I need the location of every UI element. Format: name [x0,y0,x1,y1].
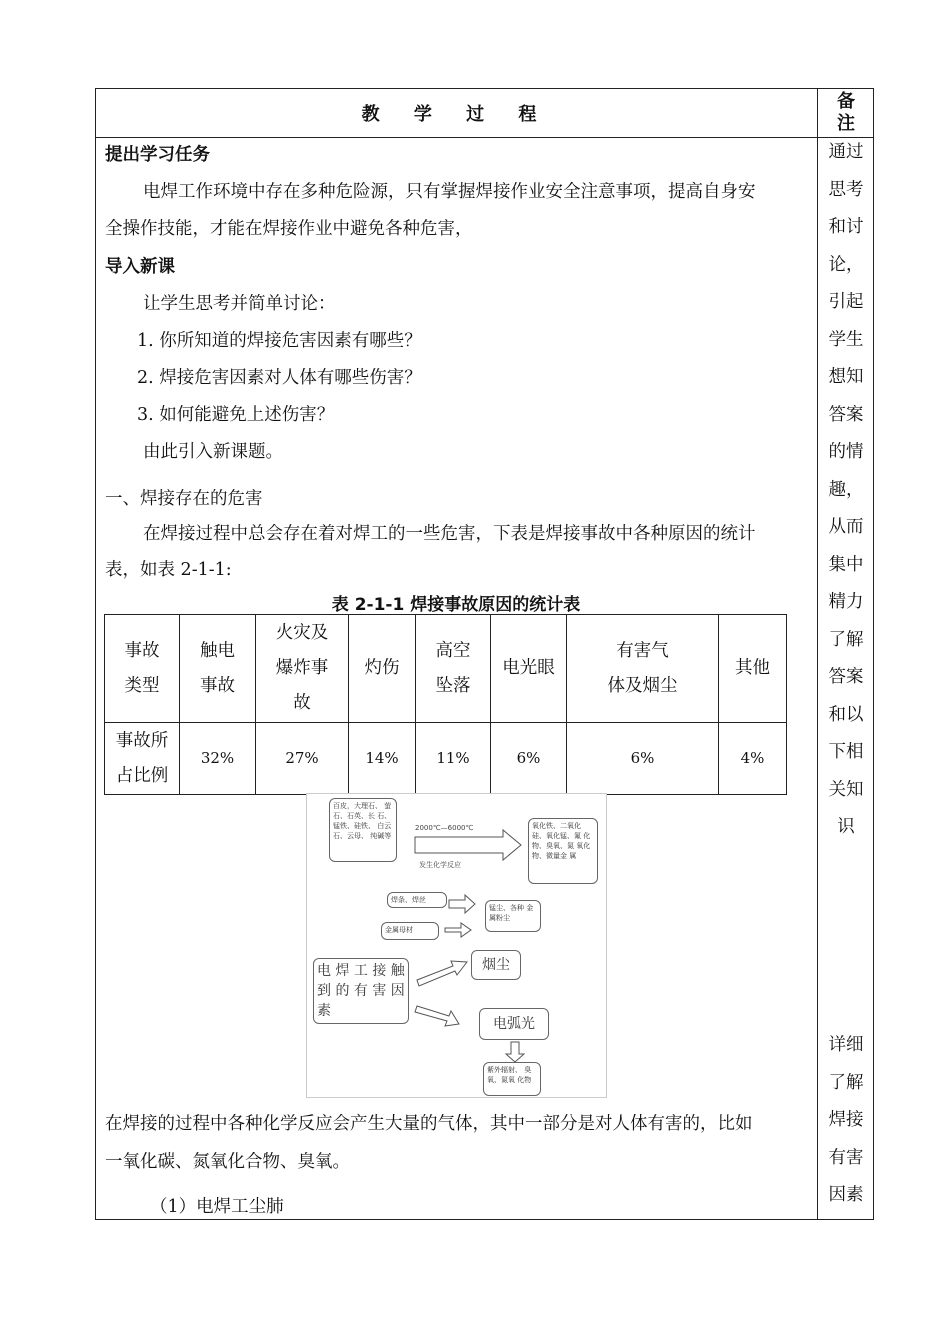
paragraph-1-line1: 电焊工作环境中存在多种危险源，只有掌握焊接作业安全注意事项，提高自身安 [143,182,756,202]
arrow-right-icon [445,923,471,937]
arrow-right-icon [415,830,521,860]
materials-box: 百皮，大理石、 萤石、石英、长 石、锰铁、硅铁、 白云石、云母、 纯碱等 [329,798,397,862]
header-cell: 火灾及 爆炸事 故 [256,615,349,723]
section-title-intro: 导入新课 [105,257,175,277]
source-box: 电 焊 工 接 触 到 的 有 害 因 素 [313,958,409,1024]
paragraph-1-line2: 全操作技能，才能在焊接作业中避免各种危害， [105,219,473,239]
question-item: 1. 你所知道的焊接危害因素有哪些？ [137,331,422,351]
accident-stats-table [104,614,787,795]
dust-box: 锰尘、各种 金属粉尘 [485,900,541,932]
note-engagement: 通过 思考 和讨 论， 引起 学生 想知 答案 的情 趣， 从而 集中 精力 了解 答案 和以 下相 关知 识 [828,142,864,837]
arrow-up-right-icon [417,961,467,986]
arrow-down-icon [506,1042,524,1062]
value-cell: 14% [349,723,416,795]
header-divider [95,137,874,138]
section-title-hazards: 一、焊接存在的危害 [105,489,263,509]
header-cell: 灼伤 [349,615,416,723]
header-cell: 有害气 体及烟尘 [567,615,719,723]
value-cell: 6% [491,723,567,795]
header-cell: 其他 [719,615,787,723]
subsection-pneumoconiosis: （1）电焊工尘肺 [150,1197,284,1217]
paragraph-2-line2: 表，如表 2-1-1: [105,560,232,580]
question-item: 3. 如何能避免上述伤害？ [137,405,335,425]
lead-in-text: 由此引入新课题。 [143,442,283,462]
table-row [105,723,787,795]
value-cell: 11% [416,723,491,795]
header-cell: 电光眼 [491,615,567,723]
arrow-down-right-icon [415,1006,459,1026]
arrow-right-icon [449,895,475,913]
table-row [105,615,787,723]
hazard-flow-diagram [306,793,607,1098]
radiation-box: 紫外辐射、 臭氧、氮氧 化物 [483,1062,541,1096]
value-cell: 32% [180,723,256,795]
discussion-intro: 让学生思考并简单讨论： [143,294,336,314]
question-item: 2. 焊接危害因素对人体有哪些伤害？ [137,368,422,388]
teaching-process-header: 教 学 过 程 [361,103,551,125]
header-cell: 高空 坠落 [416,615,491,723]
value-cell: 4% [719,723,787,795]
paragraph-3-line1: 在焊接的过程中各种化学反应会产生大量的气体，其中一部分是对人体有害的，比如 [105,1114,753,1134]
gases-box: 氧化铁、二氧化 硅、氧化锰、氟 化物、臭氧、氮 氧化物、微量金 属 [528,818,598,884]
section-title-task: 提出学习任务 [105,145,210,165]
value-cell: 27% [256,723,349,795]
temperature-label: 2000℃—6000℃ [415,824,474,832]
reaction-label: 发生化学反应 [419,861,461,869]
table-caption: 表 2-1-1 焊接事故原因的统计表 [331,595,581,615]
fume-box: 烟尘 [471,950,521,980]
paragraph-2-line1: 在焊接过程中总会存在着对焊工的一些危害，下表是焊接事故中各种原因的统计 [143,524,756,544]
notes-header [818,88,874,137]
value-cell: 6% [567,723,719,795]
paragraph-3-line2: 一氧化碳、氮氧化合物、臭氧。 [105,1152,350,1172]
row-label-ratio: 事故所 占比例 [105,723,180,795]
notes-header-line1: 备 [837,90,855,112]
header-cell: 触电 事故 [180,615,256,723]
note-hazard-detail: 详细 了解 焊接 有害 因素 [828,1035,864,1205]
arc-box: 电弧光 [479,1008,549,1040]
notes-header-line2: 注 [837,112,855,134]
metal-box: 金属母材 [381,922,439,940]
row-label-type: 事故 类型 [105,615,180,723]
wire-box: 焊条、焊丝 [387,892,447,908]
